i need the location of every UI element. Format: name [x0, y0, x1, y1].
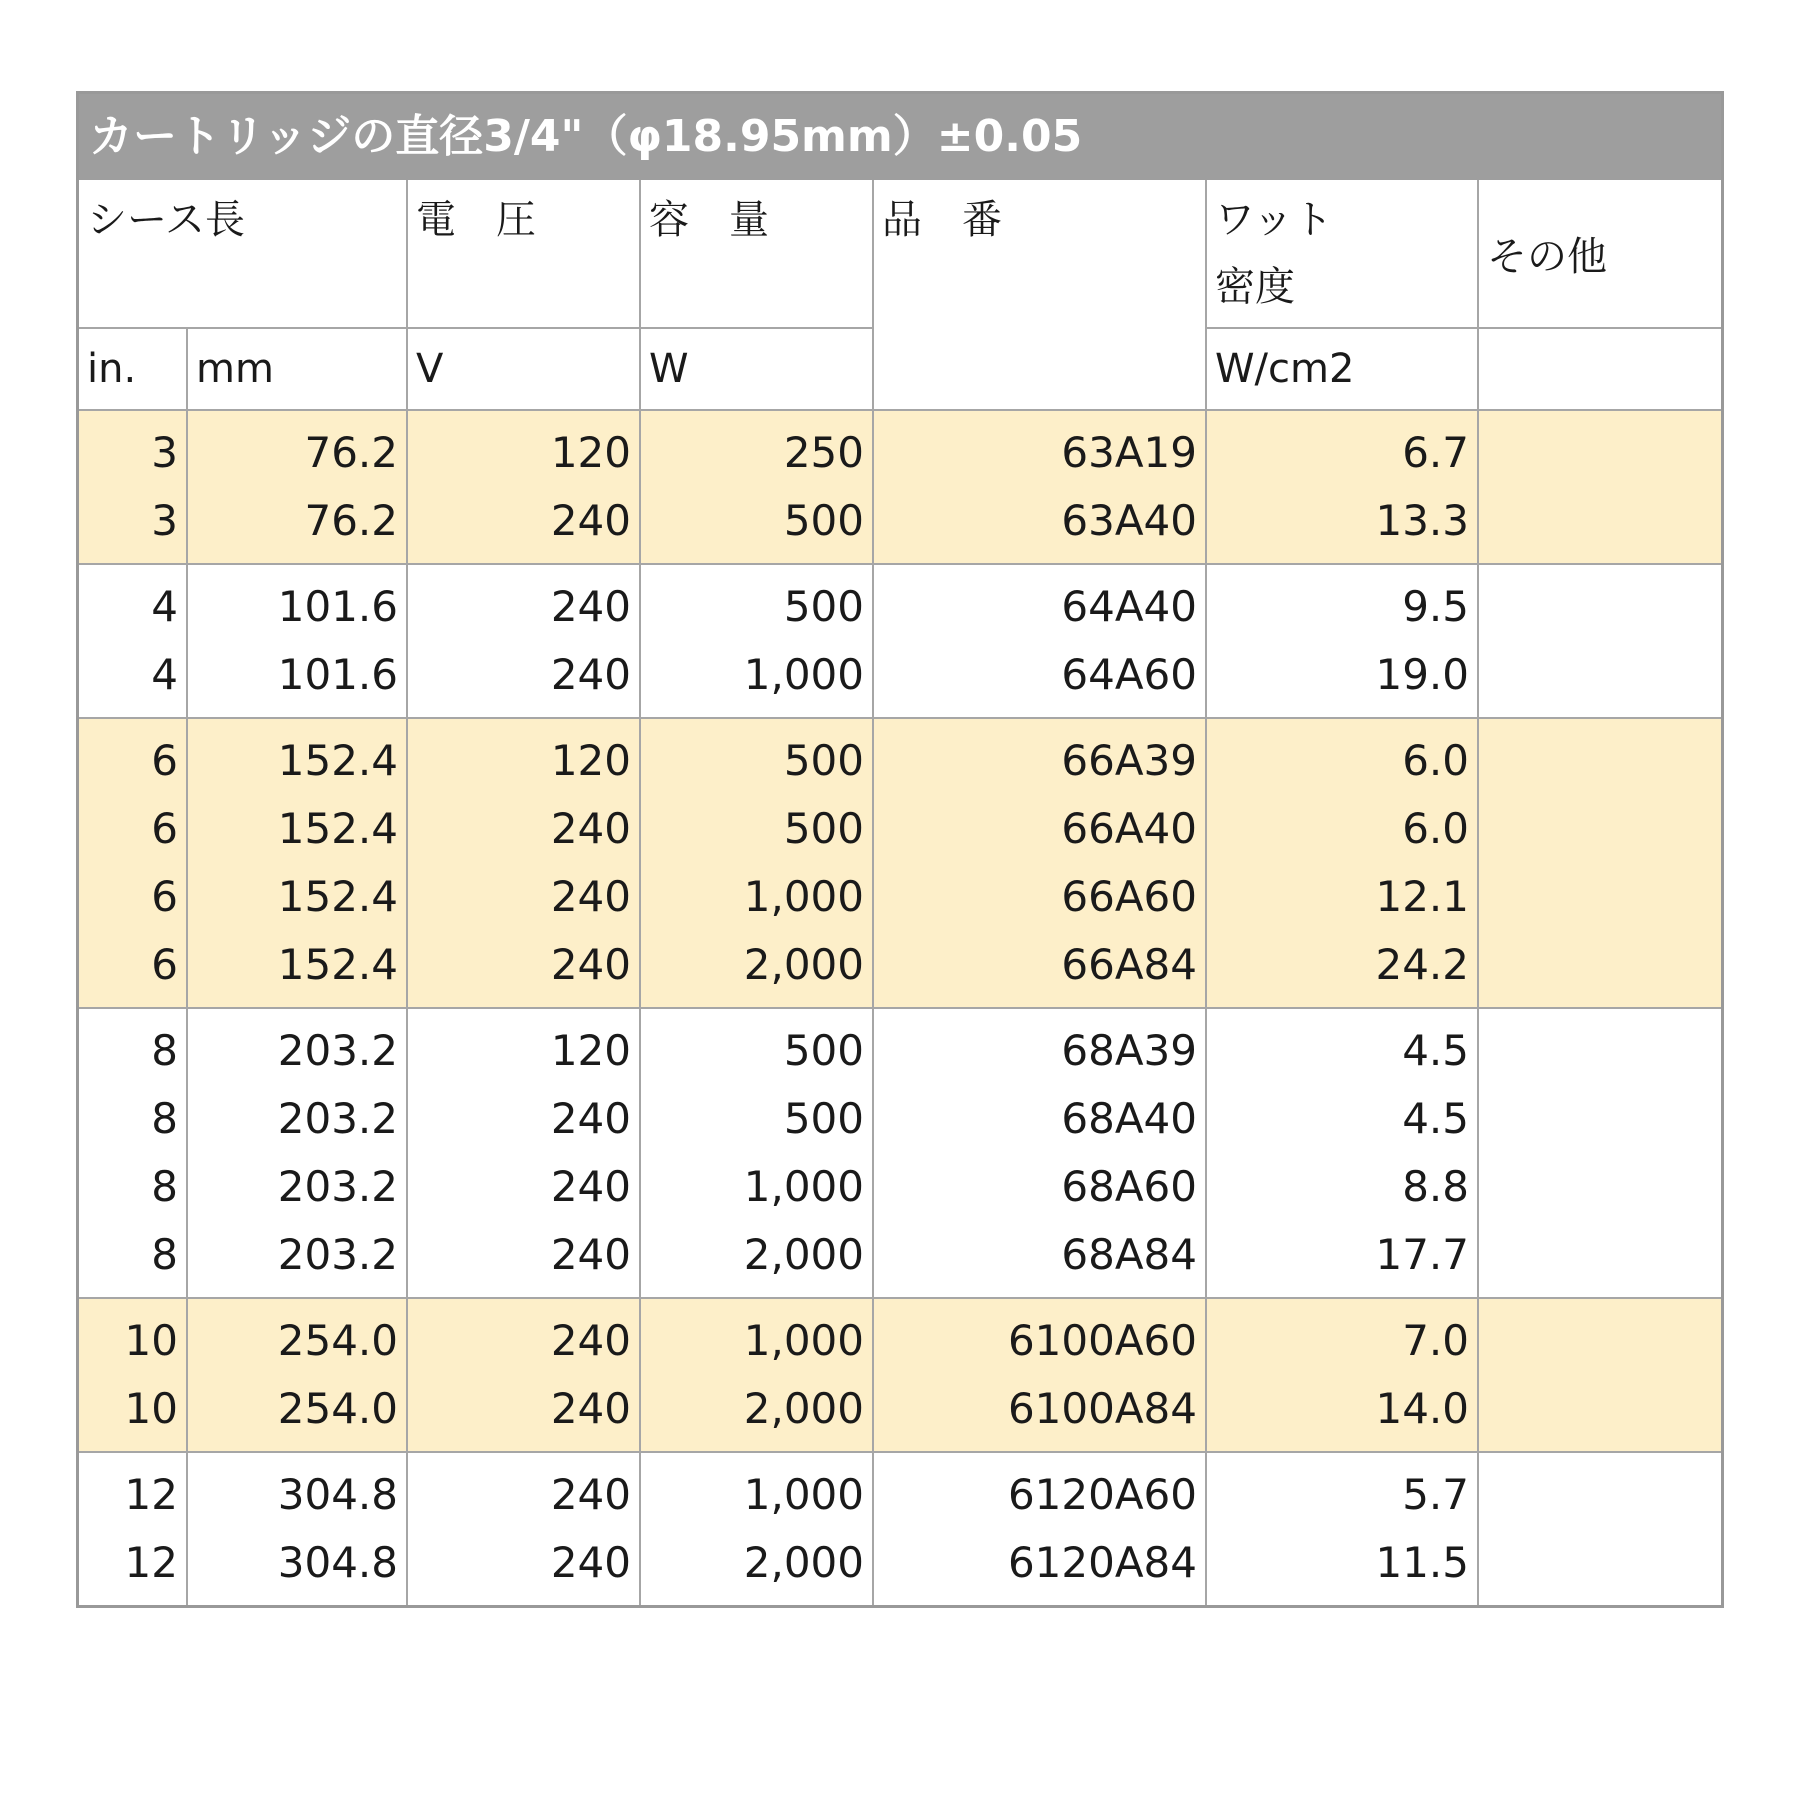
- cell-voltage-value: 240: [550, 1316, 631, 1365]
- cell-mm: [187, 410, 407, 564]
- cell-inch-value: 12: [124, 1470, 178, 1519]
- cell-inch-value: 3: [151, 496, 178, 545]
- cell-mm-value: 254.0: [277, 1316, 398, 1365]
- cell-part-number-value: 68A39: [1061, 1026, 1197, 1075]
- cell-watt-density-value: 24.2: [1375, 940, 1469, 989]
- cell-capacity-value: 500: [783, 496, 864, 545]
- cell-part-number-value: 6120A84: [1007, 1538, 1197, 1587]
- cell-mm: [187, 1452, 407, 1605]
- cell-other: [1478, 410, 1721, 564]
- cell-mm-value: 152.4: [277, 940, 398, 989]
- cell-inch: [79, 564, 187, 718]
- cell-voltage-value: 240: [550, 1230, 631, 1279]
- cell-mm-value: 203.2: [277, 1230, 398, 1279]
- cell-watt-density-value: 6.0: [1402, 736, 1469, 785]
- unit-watt-density: W/cm2: [1206, 328, 1478, 410]
- header-voltage: 電 圧: [407, 180, 640, 328]
- cell-mm-value: 76.2: [304, 496, 398, 545]
- cell-part-number: [873, 1008, 1206, 1298]
- cell-part-number-value: 68A40: [1061, 1094, 1197, 1143]
- cell-other: [1478, 1008, 1721, 1298]
- cell-mm-value: 101.6: [277, 582, 398, 631]
- cell-mm-value: 254.0: [277, 1384, 398, 1433]
- cell-watt-density-value: 19.0: [1375, 650, 1469, 699]
- cell-capacity: [640, 564, 873, 718]
- cell-voltage-value: 240: [550, 1162, 631, 1211]
- cell-capacity-value: 1,000: [743, 1470, 864, 1519]
- unit-mm: mm: [187, 328, 407, 410]
- cell-capacity-value: 250: [783, 428, 864, 477]
- cell-capacity: [640, 718, 873, 1008]
- cell-watt-density: [1206, 1298, 1478, 1452]
- header-other: その他: [1478, 180, 1721, 328]
- cell-mm: [187, 1008, 407, 1298]
- header-watt-density: [1206, 180, 1478, 328]
- cell-inch: [79, 1008, 187, 1298]
- cell-voltage-value: 240: [550, 1384, 631, 1433]
- cell-watt-density: [1206, 564, 1478, 718]
- row-group: [79, 410, 1721, 564]
- cell-inch-value: 6: [151, 804, 178, 853]
- cell-inch-value: 4: [151, 650, 178, 699]
- cell-capacity-value: 1,000: [743, 1316, 864, 1365]
- unit-inch: in.: [79, 328, 187, 410]
- cell-inch-value: 3: [151, 428, 178, 477]
- cell-other: [1478, 718, 1721, 1008]
- cell-voltage: [407, 410, 640, 564]
- cell-mm-value: 152.4: [277, 872, 398, 921]
- cell-watt-density: [1206, 1008, 1478, 1298]
- header-part-number: 品 番: [873, 180, 1206, 410]
- cell-watt-density-value: 5.7: [1402, 1470, 1469, 1519]
- cell-capacity-value: 500: [783, 804, 864, 853]
- cell-other: [1478, 1452, 1721, 1605]
- cell-part-number-value: 68A60: [1061, 1162, 1197, 1211]
- cell-voltage: [407, 1298, 640, 1452]
- cell-inch-value: 8: [151, 1230, 178, 1279]
- cell-voltage: [407, 1008, 640, 1298]
- cell-capacity-value: 1,000: [743, 872, 864, 921]
- cell-inch-value: 6: [151, 736, 178, 785]
- cell-part-number: [873, 1298, 1206, 1452]
- cell-voltage: [407, 718, 640, 1008]
- header-sheath-length: シース長: [79, 180, 407, 328]
- cell-inch-value: 12: [124, 1538, 178, 1587]
- cell-inch-value: 10: [124, 1384, 178, 1433]
- spec-table: [76, 91, 1724, 1608]
- cell-part-number: [873, 564, 1206, 718]
- cell-capacity: [640, 410, 873, 564]
- cell-mm-value: 203.2: [277, 1094, 398, 1143]
- cell-part-number-value: 66A60: [1061, 872, 1197, 921]
- cell-inch-value: 8: [151, 1162, 178, 1211]
- cell-part-number: [873, 1452, 1206, 1605]
- cell-inch-value: 8: [151, 1094, 178, 1143]
- cell-inch-value: 4: [151, 582, 178, 631]
- cell-watt-density-value: 6.0: [1402, 804, 1469, 853]
- row-group: [79, 718, 1721, 1008]
- row-group: [79, 1008, 1721, 1298]
- cell-watt-density-value: 13.3: [1375, 496, 1469, 545]
- header-watt-density-line2: 密度: [1215, 264, 1295, 310]
- cell-watt-density-value: 11.5: [1375, 1538, 1469, 1587]
- cell-capacity-value: 2,000: [743, 940, 864, 989]
- cell-part-number: [873, 718, 1206, 1008]
- cell-voltage-value: 120: [550, 736, 631, 785]
- cell-voltage-value: 120: [550, 1026, 631, 1075]
- cell-voltage-value: 240: [550, 650, 631, 699]
- cell-capacity-value: 2,000: [743, 1538, 864, 1587]
- cell-capacity-value: 1,000: [743, 1162, 864, 1211]
- cell-inch-value: 8: [151, 1026, 178, 1075]
- cell-inch: [79, 1452, 187, 1605]
- cell-watt-density-value: 6.7: [1402, 428, 1469, 477]
- cell-part-number-value: 6100A84: [1007, 1384, 1197, 1433]
- cell-voltage: [407, 1452, 640, 1605]
- row-group: [79, 1298, 1721, 1452]
- cell-part-number-value: 68A84: [1061, 1230, 1197, 1279]
- header-watt-density-line1: ワット: [1215, 197, 1333, 243]
- cell-inch: [79, 410, 187, 564]
- cell-voltage-value: 240: [550, 1470, 631, 1519]
- row-group: [79, 564, 1721, 718]
- cell-watt-density: [1206, 410, 1478, 564]
- cell-watt-density-value: 14.0: [1375, 1384, 1469, 1433]
- cell-mm-value: 203.2: [277, 1026, 398, 1075]
- cell-inch: [79, 1298, 187, 1452]
- cell-mm-value: 76.2: [304, 428, 398, 477]
- cell-capacity-value: 500: [783, 736, 864, 785]
- cell-mm-value: 152.4: [277, 736, 398, 785]
- cell-watt-density-value: 4.5: [1402, 1094, 1469, 1143]
- spec-grid: [79, 180, 1721, 1605]
- cell-part-number-value: 63A40: [1061, 496, 1197, 545]
- cell-mm-value: 304.8: [277, 1470, 398, 1519]
- cell-inch-value: 6: [151, 872, 178, 921]
- cell-part-number: [873, 410, 1206, 564]
- unit-other: [1478, 328, 1721, 410]
- cell-part-number-value: 6120A60: [1007, 1470, 1197, 1519]
- cell-voltage-value: 240: [550, 496, 631, 545]
- cell-other: [1478, 1298, 1721, 1452]
- table-title: カートリッジの直径3/4"（φ18.95mm）±0.05: [79, 94, 1721, 180]
- cell-voltage-value: 240: [550, 804, 631, 853]
- cell-watt-density-value: 7.0: [1402, 1316, 1469, 1365]
- unit-capacity: W: [640, 328, 873, 410]
- row-group: [79, 1452, 1721, 1605]
- cell-capacity-value: 2,000: [743, 1230, 864, 1279]
- cell-capacity: [640, 1008, 873, 1298]
- cell-watt-density: [1206, 1452, 1478, 1605]
- cell-capacity-value: 500: [783, 1026, 864, 1075]
- cell-part-number-value: 66A84: [1061, 940, 1197, 989]
- cell-mm-value: 152.4: [277, 804, 398, 853]
- cell-mm-value: 203.2: [277, 1162, 398, 1211]
- cell-watt-density-value: 4.5: [1402, 1026, 1469, 1075]
- cell-inch: [79, 718, 187, 1008]
- cell-capacity: [640, 1298, 873, 1452]
- cell-part-number-value: 6100A60: [1007, 1316, 1197, 1365]
- cell-voltage-value: 240: [550, 582, 631, 631]
- cell-part-number-value: 66A40: [1061, 804, 1197, 853]
- cell-mm: [187, 718, 407, 1008]
- cell-voltage-value: 240: [550, 1094, 631, 1143]
- cell-voltage-value: 240: [550, 1538, 631, 1587]
- cell-part-number-value: 64A60: [1061, 650, 1197, 699]
- cell-voltage-value: 240: [550, 940, 631, 989]
- cell-voltage: [407, 564, 640, 718]
- cell-inch-value: 10: [124, 1316, 178, 1365]
- cell-inch-value: 6: [151, 940, 178, 989]
- cell-capacity-value: 500: [783, 582, 864, 631]
- cell-watt-density-value: 8.8: [1402, 1162, 1469, 1211]
- cell-other: [1478, 564, 1721, 718]
- cell-capacity-value: 500: [783, 1094, 864, 1143]
- cell-watt-density-value: 12.1: [1375, 872, 1469, 921]
- cell-part-number-value: 66A39: [1061, 736, 1197, 785]
- cell-mm-value: 101.6: [277, 650, 398, 699]
- cell-mm-value: 304.8: [277, 1538, 398, 1587]
- cell-capacity-value: 1,000: [743, 650, 864, 699]
- cell-watt-density-value: 17.7: [1375, 1230, 1469, 1279]
- cell-voltage-value: 240: [550, 872, 631, 921]
- cell-mm: [187, 564, 407, 718]
- cell-voltage-value: 120: [550, 428, 631, 477]
- unit-voltage: V: [407, 328, 640, 410]
- cell-part-number-value: 64A40: [1061, 582, 1197, 631]
- cell-part-number-value: 63A19: [1061, 428, 1197, 477]
- cell-capacity-value: 2,000: [743, 1384, 864, 1433]
- cell-watt-density-value: 9.5: [1402, 582, 1469, 631]
- header-capacity: 容 量: [640, 180, 873, 328]
- cell-mm: [187, 1298, 407, 1452]
- cell-watt-density: [1206, 718, 1478, 1008]
- cell-capacity: [640, 1452, 873, 1605]
